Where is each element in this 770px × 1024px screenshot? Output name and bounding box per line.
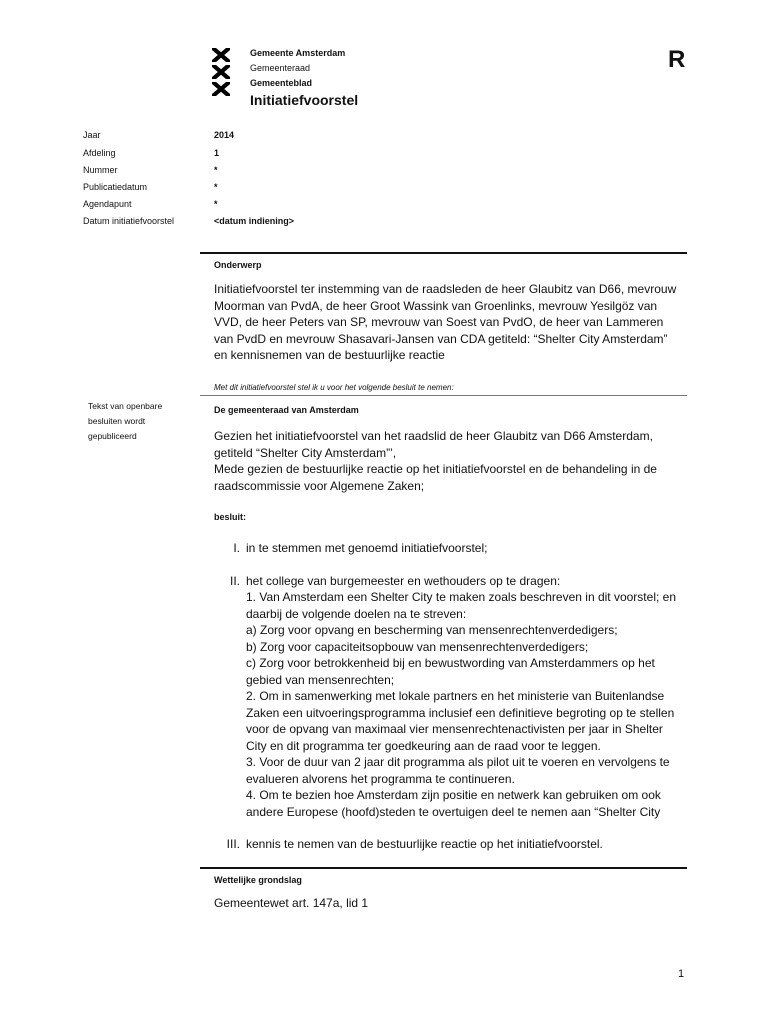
section-rule <box>200 252 687 254</box>
decision-text: kennis te nemen van de bestuurlijke reactie op het initiatiefvoorstel. <box>246 837 603 851</box>
sub-item: 1. Van Amsterdam een Shelter City te maken zoals beschreven in dit voorstel; en daarbij de volgende doelen na te streven: <box>246 590 676 621</box>
meta-label: Afdeling <box>83 148 116 158</box>
grondslag-text: Gemeentewet art. 147a, lid 1 <box>214 896 369 910</box>
publication-side-note: Tekst van openbare besluiten wordt gepubliceerd <box>88 401 163 441</box>
meta-value: * <box>214 199 218 209</box>
amsterdam-crosses-logo <box>212 48 232 97</box>
document-type-title: Initiatiefvoorstel <box>250 92 359 108</box>
meta-value: 1 <box>214 148 220 158</box>
meta-value: * <box>214 165 218 175</box>
sub-item: b) Zorg voor capaciteitsopbouw van mensenrechtenverdedigers; <box>246 640 589 654</box>
decision-number: I. <box>233 541 240 555</box>
gezien-paragraph-1: Gezien het initiatiefvoorstel van het raadslid de heer Glaubitz van D66 Amsterdam, getiteld “Shelter City Amsterdam”’, <box>214 429 653 460</box>
gazette-name: Gemeenteblad <box>250 78 313 88</box>
decision-text: in te stemmen met genoemd initiatiefvoorstel; <box>246 541 488 555</box>
sub-item: 3. Voor de duur van 2 jaar dit programma als pilot uit te voeren en vervolgens te evalueren alvorens het programma te continueren. <box>246 755 670 786</box>
meta-value: <datum indiening> <box>214 216 295 226</box>
grondslag-heading: Wettelijke grondslag <box>214 875 302 885</box>
meta-value: 2014 <box>214 130 235 140</box>
sub-item: 4. Om te bezien hoe Amsterdam zijn positie en netwerk kan gebruiken om ook andere Europese (hoofd)steden te overtuigen deel te nemen aan “Shelter City <box>246 788 661 819</box>
sub-item: a) Zorg voor opvang en bescherming van mensenrechtenverdedigers; <box>246 623 618 637</box>
sub-item: c) Zorg voor betrokkenheid bij en bewustwording van Amsterdammers op het gebied van mensenrechten; <box>246 656 655 687</box>
meta-label: Jaar <box>83 130 101 140</box>
council-name: Gemeenteraad <box>250 63 311 73</box>
meta-label: Nummer <box>83 165 118 175</box>
decision-text: het college van burgemeester en wethouders op te dragen: <box>246 574 561 588</box>
cross-icon <box>212 65 230 79</box>
meta-label: Agendapunt <box>83 199 132 209</box>
section-divider <box>200 395 687 396</box>
onderwerp-text: Initiatiefvoorstel ter instemming van de raadsleden de heer Glaubitz van D66, mevrouw Moorman van PvdA, de heer Groot Wassink van Groenlinks, mevrouw Yesilgöz van VVD, de heer Peters van SP, mevrouw van Soest van PvdO, de heer van Lammeren van PvdD en mevrouw Shasavari-Jansen van CDA getiteld: “Shelter City Amsterdam” en kennisnemen van de bestuurlijke reactie <box>214 282 677 362</box>
meta-label: Publicatiedatum <box>83 182 148 192</box>
onderwerp-heading: Onderwerp <box>214 260 262 270</box>
intro-sentence: Met dit initiatiefvoorstel stel ik u voor het volgende besluit te nemen: <box>214 383 454 392</box>
decision-number: II. <box>229 574 240 588</box>
org-name: Gemeente Amsterdam <box>250 48 346 58</box>
gezien-paragraph-2: Mede gezien de bestuurlijke reactie op het initiatiefvoorstel en de behandeling in de raadscommissie voor Algemene Zaken; <box>214 462 657 493</box>
section-rule <box>200 867 687 869</box>
meta-label: Datum initiatiefvoorstel <box>83 216 175 226</box>
meta-value: * <box>214 182 218 192</box>
besluit-label: besluit: <box>214 512 247 522</box>
register-marker: R <box>668 46 686 73</box>
page-number: 1 <box>678 968 685 980</box>
cross-icon <box>212 82 230 96</box>
council-heading: De gemeenteraad van Amsterdam <box>214 405 359 415</box>
cross-icon <box>212 48 230 62</box>
sub-item: 2. Om in samenwerking met lokale partners en het ministerie van Buitenlandse Zaken een uitvoeringsprogramma inclusief een definitieve begroting op te stellen voor de opvang van maximaal vier mensenrechtenactivisten per jaar in Shelter City en dit programma ter goedkeuring aan de raad voor te leggen. <box>246 689 675 753</box>
decision-number: III. <box>226 837 240 851</box>
